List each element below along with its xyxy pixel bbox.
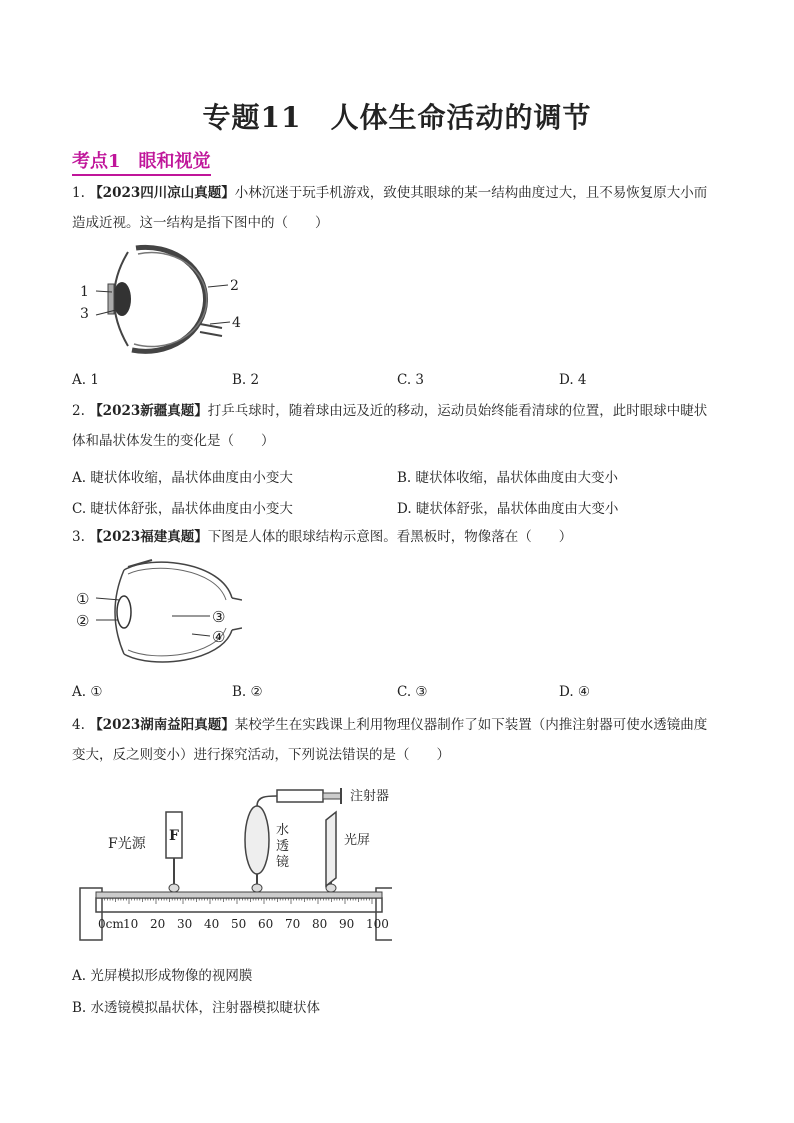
- option-d[interactable]: D. 4: [559, 372, 587, 388]
- label-4: 4: [232, 315, 241, 331]
- question-2: [72, 396, 724, 456]
- question-4-option-b[interactable]: B. 水透镜模拟晶状体，注射器模拟睫状体: [72, 1000, 321, 1016]
- question-4-source: 【2023湖南益阳真题】: [89, 717, 235, 733]
- option-b[interactable]: B. 睫状体收缩，晶状体曲度由大变小: [397, 470, 619, 486]
- f-light-source-label: F光源: [108, 836, 146, 852]
- label-circle-1: ①: [76, 590, 90, 608]
- ruler-label: 70: [285, 917, 301, 931]
- ruler-label: 100: [366, 917, 389, 931]
- option-c[interactable]: C. 3: [397, 372, 425, 388]
- ruler-label: 0cm: [98, 917, 124, 931]
- ruler-label: 10: [123, 917, 139, 931]
- question-4: [72, 710, 724, 770]
- option-b[interactable]: B. ②: [232, 684, 263, 700]
- question-1-source: 【2023四川凉山真题】: [89, 185, 235, 201]
- f-letter: F: [169, 828, 179, 844]
- syringe-label: 注射器: [350, 789, 390, 804]
- option-a[interactable]: A. 1: [72, 372, 99, 388]
- label-2: 2: [230, 278, 239, 294]
- question-2-source: 【2023新疆真题】: [89, 403, 208, 419]
- water-lens-label-3: 镜: [276, 855, 290, 870]
- water-lens-label-2: 透: [276, 839, 290, 854]
- ruler-label: 90: [339, 917, 355, 931]
- question-2-line-1: 2. 【2023新疆真题】打乒乓球时，随着球由远及近的移动，运动员始终能看清球的位置，此时眼球中睫状: [72, 403, 708, 419]
- question-3: [72, 522, 724, 552]
- page-title: 专题11 人体生命活动的调节: [202, 101, 592, 134]
- question-4-line-1: 4. 【2023湖南益阳真题】某校学生在实践课上利用物理仪器制作了如下装置（内推注射器可使水透镜曲度: [72, 717, 708, 733]
- question-4-line-2: 变大，反之则变小）进行探究活动，下列说法错误的是（ ）: [72, 747, 450, 763]
- ruler-label: 40: [204, 917, 220, 931]
- water-lens-label-1: 水: [276, 823, 290, 838]
- option-d[interactable]: D. ④: [559, 684, 591, 700]
- eye-diagram-1: [72, 240, 252, 362]
- question-4-option-a[interactable]: A. 光屏模拟形成物像的视网膜: [72, 968, 253, 984]
- option-c[interactable]: C. ③: [397, 684, 428, 700]
- optics-apparatus-diagram: [72, 780, 392, 950]
- option-a[interactable]: A. ①: [72, 684, 103, 700]
- option-c[interactable]: C. 睫状体舒张，晶状体曲度由小变大: [72, 501, 293, 517]
- question-3-source: 【2023福建真题】: [89, 529, 208, 545]
- ruler-label: 30: [177, 917, 193, 931]
- ruler-label: 50: [231, 917, 247, 931]
- option-a[interactable]: A. 睫状体收缩，晶状体曲度由小变大: [72, 470, 293, 486]
- question-3-line-1: 3. 【2023福建真题】下图是人体的眼球结构示意图。看黑板时，物像落在（ ）: [72, 529, 573, 545]
- question-1-line-2: 造成近视。这一结构是指下图中的（ ）: [72, 215, 329, 231]
- section-heading: 考点1 眼和视觉: [72, 147, 211, 176]
- screen-label: 光屏: [344, 833, 371, 848]
- question-2-line-2: 体和晶状体发生的变化是（ ）: [72, 433, 275, 449]
- ruler-labels: [98, 917, 389, 931]
- question-1: [72, 178, 724, 238]
- option-b[interactable]: B. 2: [232, 372, 260, 388]
- label-circle-3: ③: [212, 608, 226, 626]
- option-d[interactable]: D. 睫状体舒张，晶状体曲度由大变小: [397, 501, 619, 517]
- ruler-label: 60: [258, 917, 274, 931]
- ruler-label: 80: [312, 917, 328, 931]
- question-1-line-1: 1. 【2023四川凉山真题】小林沉迷于玩手机游戏，致使其眼球的某一结构曲度过大，且不易恢复原大小而: [72, 185, 708, 201]
- label-circle-4: ④: [212, 628, 226, 646]
- label-1: 1: [80, 284, 89, 300]
- label-circle-2: ②: [76, 612, 90, 630]
- ruler-label: 20: [150, 917, 166, 931]
- eye-diagram-2: [72, 558, 242, 668]
- label-3: 3: [80, 306, 89, 322]
